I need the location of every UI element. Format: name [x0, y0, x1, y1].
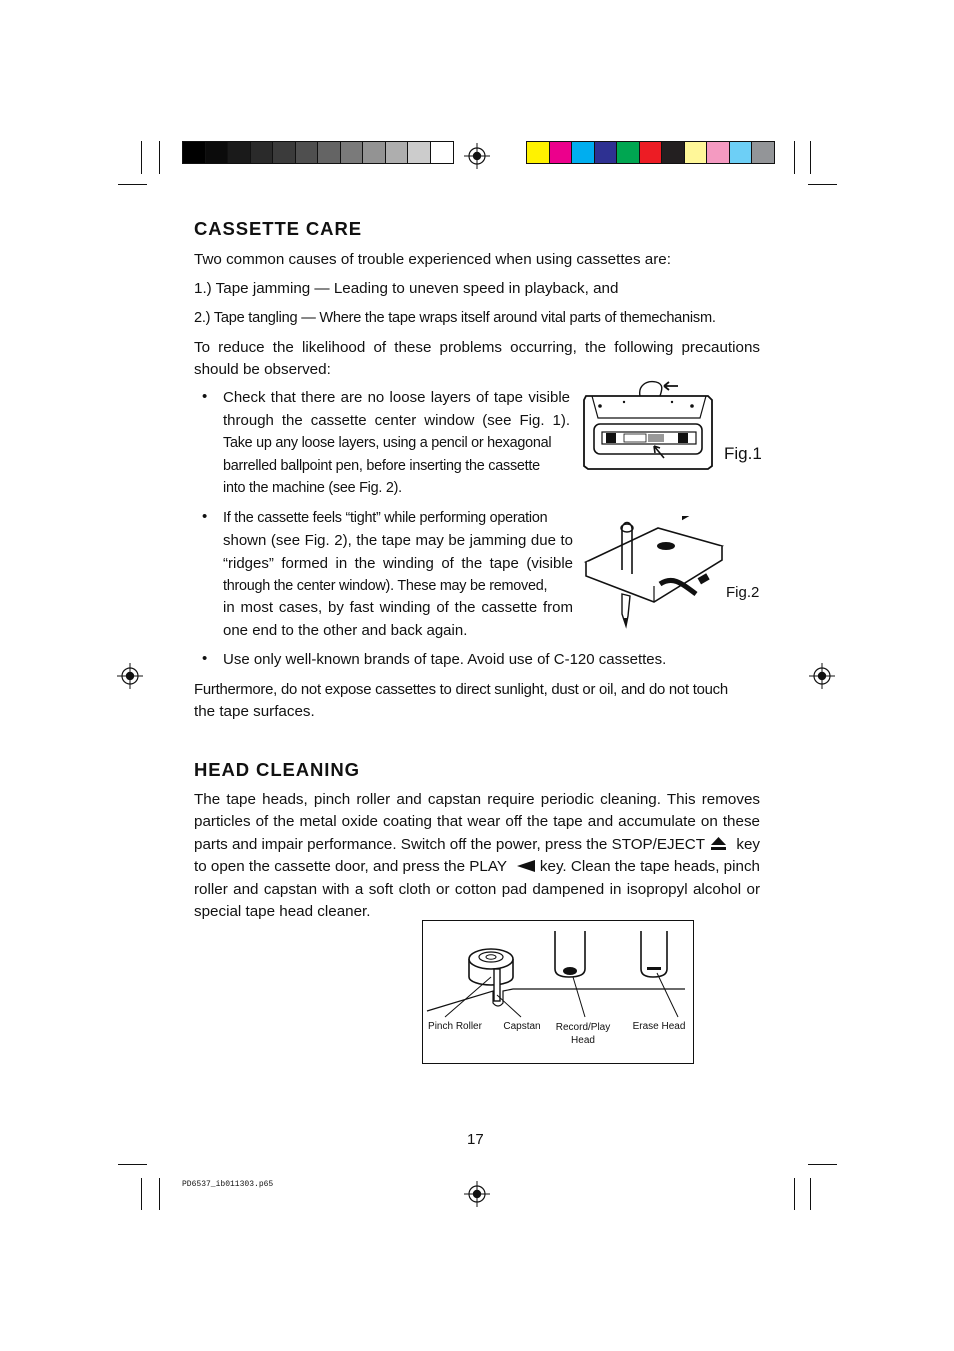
- head-cleaning-line: [194, 834, 760, 856]
- head-cleaning-line: special tape head cleaner.: [194, 903, 371, 920]
- bullet-line: “ridges” formed in the winding of the tape (visible: [223, 555, 573, 572]
- head-cleaning-text: key. Clean the tape heads, pinch: [539, 858, 760, 875]
- file-slug: PD6537_ib011303.p65: [182, 1180, 274, 1189]
- trouble-item-jamming: 1.) Tape jamming — Leading to uneven speed in playback, and: [194, 280, 619, 297]
- precautions-line: To reduce the likelihood of these problems occurring, the following precautions: [194, 339, 760, 356]
- head-cleaning-text: key: [736, 836, 760, 853]
- color-swatch: [182, 141, 206, 164]
- color-swatch: [205, 141, 229, 164]
- crop-mark: [810, 141, 811, 174]
- crop-mark: [159, 1178, 160, 1210]
- registration-target-icon: [117, 663, 143, 689]
- color-swatch: [706, 141, 730, 164]
- head-cleaning-text: parts and impair performance. Switch off the power, press the STOP/EJECT: [194, 836, 705, 853]
- bullet-line: through the center window). These may be removed,: [223, 578, 548, 594]
- color-swatch: [684, 141, 708, 164]
- bullet-line: into the machine (see Fig. 2).: [223, 480, 402, 496]
- color-swatch: [340, 141, 364, 164]
- crop-mark: [118, 1164, 147, 1165]
- crop-mark: [118, 184, 147, 185]
- head-cleaning-line: particles of the metal oxide coating that wear off the tape and accumulate on these: [194, 813, 760, 830]
- color-swatch: [407, 141, 431, 164]
- play-icon: [517, 860, 535, 872]
- crop-mark: [141, 1178, 142, 1210]
- bullet-marker: •: [202, 508, 208, 525]
- color-swatch: [616, 141, 640, 164]
- color-swatch: [227, 141, 251, 164]
- color-swatch: [639, 141, 663, 164]
- color-swatch: [272, 141, 296, 164]
- tape-head-diagram: [422, 920, 694, 1064]
- capstan-label: Capstan: [503, 1021, 541, 1032]
- bullet-line: Check that there are no loose layers of tape visible: [223, 389, 570, 406]
- fig-2-label: Fig.2: [726, 584, 760, 601]
- color-swatch: [549, 141, 573, 164]
- bullet-line: in most cases, by fast winding of the cassette from: [223, 599, 573, 616]
- color-swatch: [571, 141, 595, 164]
- crop-mark: [810, 1178, 811, 1210]
- record-play-head-label-line: Record/Play: [555, 1022, 611, 1033]
- color-swatch: [430, 141, 454, 164]
- color-swatch: [661, 141, 685, 164]
- trouble-item-tangling: 2.) Tape tangling — Where the tape wraps itself around vital parts of themechanism.: [194, 310, 716, 326]
- fig-1-label: Fig.1: [724, 444, 762, 463]
- crop-mark: [794, 1178, 795, 1210]
- head-cleaning-text: to open the cassette door, and press the PLAY: [194, 858, 507, 875]
- pinch-roller-label: Pinch Roller: [428, 1021, 482, 1032]
- bullet-line: shown (see Fig. 2), the tape may be jamming due to: [223, 532, 573, 549]
- color-swatch: [526, 141, 550, 164]
- color-swatch: [385, 141, 409, 164]
- head-cleaning-line: [194, 856, 760, 878]
- bullet-line: If the cassette feels “tight” while performing operation: [223, 510, 548, 526]
- record-play-head-label: [553, 1021, 613, 1047]
- bullet-line: one end to the other and back again.: [223, 622, 468, 639]
- color-swatch: [751, 141, 775, 164]
- crop-mark: [141, 141, 142, 174]
- head-cleaning-line: roller and capstan with a soft cloth or cotton pad dampened in isopropyl alcohol or: [194, 881, 760, 898]
- precautions-line: should be observed:: [194, 361, 331, 378]
- bullet-well-known-brands: Use only well-known brands of tape. Avoid use of C-120 cassettes.: [223, 651, 667, 668]
- head-cleaning-heading: HEAD CLEANING: [194, 759, 360, 780]
- color-swatch: [362, 141, 386, 164]
- eject-icon: [711, 837, 726, 850]
- bullet-marker: •: [202, 388, 208, 405]
- crop-mark: [794, 141, 795, 174]
- color-swatch: [729, 141, 753, 164]
- registration-target-icon: [464, 1181, 490, 1207]
- color-swatch: [317, 141, 341, 164]
- color-swatch: [594, 141, 618, 164]
- registration-target-icon: [464, 143, 490, 169]
- bullet-line: barrelled ballpoint pen, before inserting the cassette: [223, 458, 540, 474]
- color-swatch: [295, 141, 319, 164]
- cassette-figure-2: [582, 516, 728, 630]
- color-swatch: [250, 141, 274, 164]
- bullet-line: through the cassette center window (see Fig. 1).: [223, 412, 570, 429]
- bullet-line: Take up any loose layers, using a pencil or hexagonal: [223, 435, 552, 451]
- registration-target-icon: [809, 663, 835, 689]
- erase-head-label: Erase Head: [632, 1021, 686, 1032]
- tape-head-drawing: [423, 921, 693, 1021]
- cassette-care-intro: Two common causes of trouble experienced when using cassettes are:: [194, 251, 671, 268]
- cassette-figure-1: [580, 376, 716, 472]
- cassette-care-heading: CASSETTE CARE: [194, 218, 362, 239]
- closing-line: Furthermore, do not expose cassettes to direct sunlight, dust or oil, and do not touch: [194, 682, 728, 698]
- record-play-head-label-line: Head: [571, 1035, 595, 1046]
- crop-mark: [808, 184, 837, 185]
- closing-line: the tape surfaces.: [194, 703, 315, 720]
- head-cleaning-line: The tape heads, pinch roller and capstan require periodic cleaning. This removes: [194, 791, 760, 808]
- page-number: 17: [467, 1131, 484, 1148]
- bullet-marker: •: [202, 650, 208, 667]
- crop-mark: [808, 1164, 837, 1165]
- crop-mark: [159, 141, 160, 174]
